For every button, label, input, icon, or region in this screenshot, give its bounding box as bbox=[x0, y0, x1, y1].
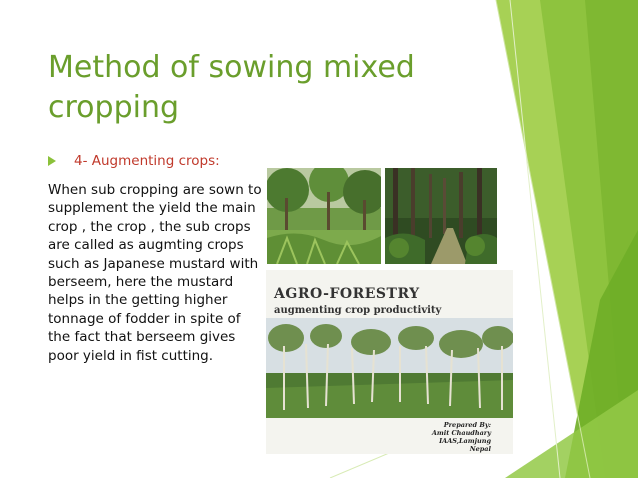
bullet-arrow-icon bbox=[48, 156, 56, 166]
agroforestry-poster bbox=[266, 270, 513, 454]
tree-rows-photo bbox=[385, 168, 497, 264]
slide-title: Method of sowing mixed cropping bbox=[48, 50, 415, 125]
bullet-label: 4- Augmenting crops: bbox=[74, 153, 220, 169]
poster-credit bbox=[432, 421, 491, 453]
credit-line: IAAS,Lamjung bbox=[439, 437, 491, 445]
credit-line: Nepal bbox=[469, 445, 491, 453]
bullet-item bbox=[48, 152, 268, 172]
credit-line: Prepared By: bbox=[443, 421, 491, 429]
orchard-photo bbox=[267, 168, 381, 264]
credit-line: Amit Chaudhary bbox=[431, 429, 491, 437]
poster-title: AGRO-FORESTRY bbox=[274, 286, 420, 302]
poster-subtitle: augmenting crop productivity bbox=[274, 305, 442, 316]
agroforestry-field-photo bbox=[266, 318, 513, 418]
body-paragraph: When sub cropping are sown to supplement the yield the main crop , the crop , the sub crops are called as augmting crops such as Japanese mustard with berseem, here the mustard helps in the getting higher tonnage of fodder in spite of the fact that berseem gives poor yield in fist cutting. bbox=[48, 182, 262, 364]
